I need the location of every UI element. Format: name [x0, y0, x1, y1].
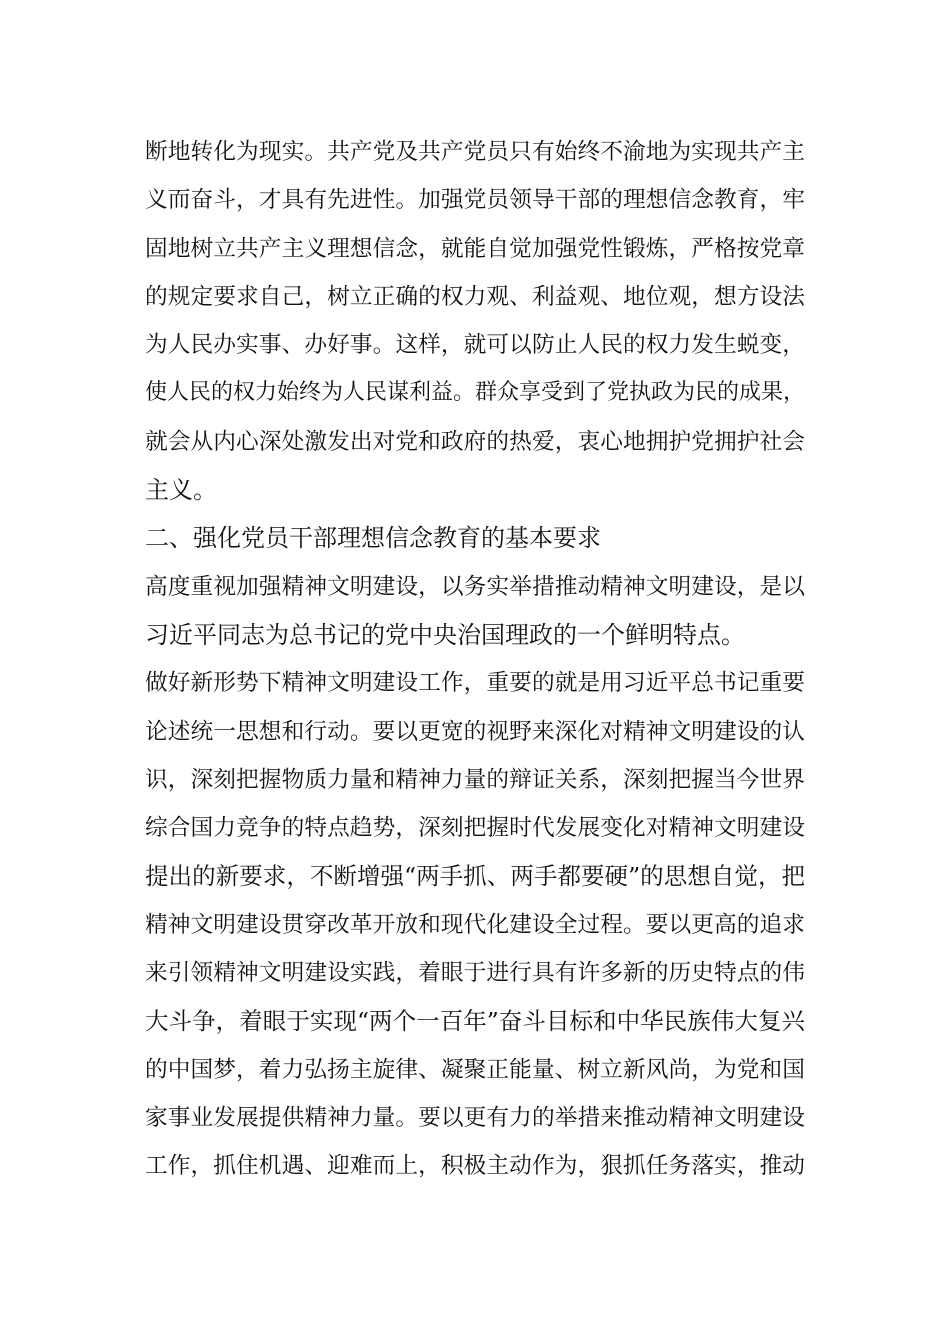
text-line: 就会从内心深处激发出对党和政府的热爱，衷心地拥护党拥护社会 [145, 428, 805, 455]
text-line: 断地转化为现实。共产党及共产党员只有始终不渝地为实现共产主 [145, 139, 805, 165]
text-line: 精神文明建设贯穿改革开放和现代化建设全过程。要以更高的追求 [145, 911, 805, 938]
text-line: 习近平同志为总书记的党中央治国理政的一个鲜明特点。 [145, 620, 745, 649]
text-line: 义而奋斗，才具有先进性。加强党员领导干部的理想信念教育，牢 [145, 187, 805, 214]
text-line: 综合国力竞争的特点趋势，深刻把握时代发展变化对精神文明建设 [145, 815, 805, 842]
text-line: 工作，抓住机遇、迎难而上，积极主动作为，狠抓任务落实，推动 [145, 1153, 805, 1180]
body-text [145, 128, 805, 1191]
text-line: 二、强化党员干部理想信念教育的基本要求 [145, 524, 601, 553]
text-line: 高度重视加强精神文明建设，以务实举措推动精神文明建设，是以 [145, 573, 805, 600]
text-line: 家事业发展提供精神力量。要以更有力的举措来推动精神文明建设 [145, 1104, 805, 1131]
text-line: 大斗争，着眼于实现“两个一百年”奋斗目标和中华民族伟大复兴 [145, 1007, 805, 1036]
text-line: 的规定要求自己，树立正确的权力观、利益观、地位观，想方设法 [145, 283, 805, 310]
text-line: 做好新形势下精神文明建设工作，重要的就是用习近平总书记重要 [145, 670, 805, 697]
text-line: 固地树立共产主义理想信念，就能自觉加强党性锻炼，严格按党章 [145, 235, 805, 262]
text-line: 提出的新要求，不断增强“两手抓、两手都要硬”的思想自觉，把 [145, 862, 805, 891]
text-line: 来引领精神文明建设实践，着眼于进行具有许多新的历史特点的伟 [145, 960, 805, 987]
text-line: 为人民办实事、办好事。这样，就可以防止人民的权力发生蜕变， [145, 332, 805, 359]
text-line: 使人民的权力始终为人民谋利益。群众享受到了党执政为民的成果， [145, 380, 805, 406]
text-line: 主义。 [145, 476, 217, 505]
text-line: 的中国梦，着力弘扬主旋律、凝聚正能量、树立新风尚，为党和国 [145, 1056, 805, 1083]
text-line: 识，深刻把握物质力量和精神力量的辩证关系，深刻把握当今世界 [145, 766, 805, 793]
text-line: 论述统一思想和行动。要以更宽的视野来深化对精神文明建设的认 [145, 718, 805, 745]
